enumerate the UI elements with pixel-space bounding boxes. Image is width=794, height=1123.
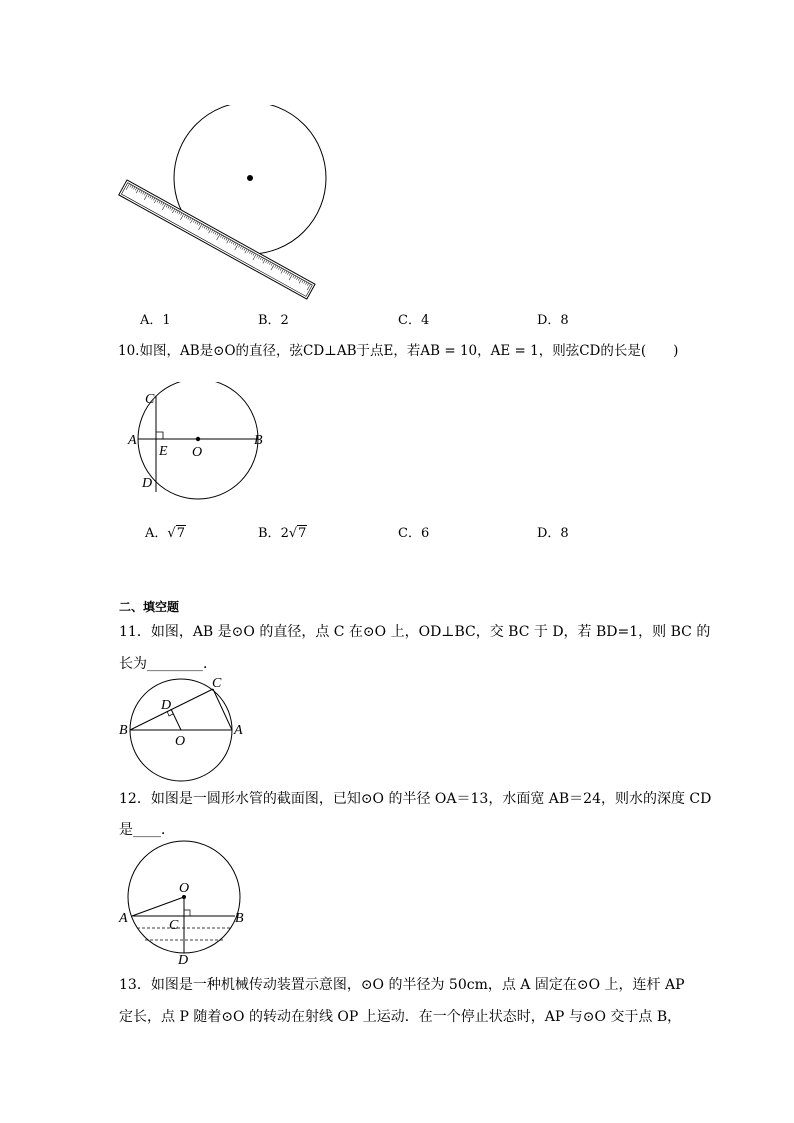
q10-option-a: A．√7 [145, 526, 185, 541]
q13-line2: 定长，点 P 随着⊙O 的转动在射线 OP 上运动．在一个停止状态时，AP 与⊙O 交于点 B， [119, 1009, 682, 1025]
label-c: C [145, 392, 155, 407]
q12-line2: 是____． [119, 822, 175, 838]
figure-q9-circle-ruler [110, 105, 340, 305]
label-b: B [119, 723, 128, 738]
figure-q10 [120, 382, 280, 502]
section-title: 二、填空题 [119, 600, 180, 614]
label-a: A [119, 911, 128, 926]
q12-line1: 12．如图是一圆形水管的截面图，已知⊙O 的半径 OA＝13，水面宽 AB＝24，则水的深度 CD [119, 791, 712, 807]
q11-line1: 11．如图，AB 是⊙O 的直径，点 C 在⊙O 上，OD⊥BC，交 BC 于 D，若 BD=1，则 BC 的 [119, 624, 711, 640]
q13-line1: 13．如图是一种机械传动装置示意图，⊙O 的半径为 50cm，点 A 固定在⊙O 上，连杆 AP [119, 977, 685, 993]
q9-option-b: B．2 [258, 313, 289, 328]
ruler [119, 180, 315, 299]
q9-option-d: D．8 [537, 313, 569, 328]
q10-option-b: B．2√7 [258, 526, 307, 541]
label-o: O [192, 445, 203, 460]
label-d: D [161, 698, 172, 713]
q10-option-d: D．8 [537, 526, 569, 541]
label-b: B [254, 433, 263, 448]
label-a: A [234, 723, 243, 738]
label-e: E [159, 444, 168, 459]
q10-option-c: C．6 [398, 526, 430, 541]
label-o: O [175, 734, 186, 749]
label-d: D [142, 476, 153, 491]
label-b: B [235, 911, 244, 926]
q11-line2: 长为________． [119, 656, 217, 672]
center-dot [247, 175, 253, 181]
label-a: A [128, 433, 137, 448]
figure-q12 [115, 840, 255, 970]
figure-q11 [115, 672, 255, 784]
q9-option-a: A．1 [140, 313, 171, 328]
q9-option-c: C．4 [398, 313, 430, 328]
label-c: C [169, 918, 179, 933]
q10-stem: 10.如图，AB是⊙O的直径，弦CD⊥AB于点E，若AB = 10，AE = 1，则弦CD的长是( ) [118, 343, 679, 359]
label-o: O [179, 881, 190, 896]
label-c: C [212, 676, 222, 691]
label-d: D [178, 953, 189, 968]
